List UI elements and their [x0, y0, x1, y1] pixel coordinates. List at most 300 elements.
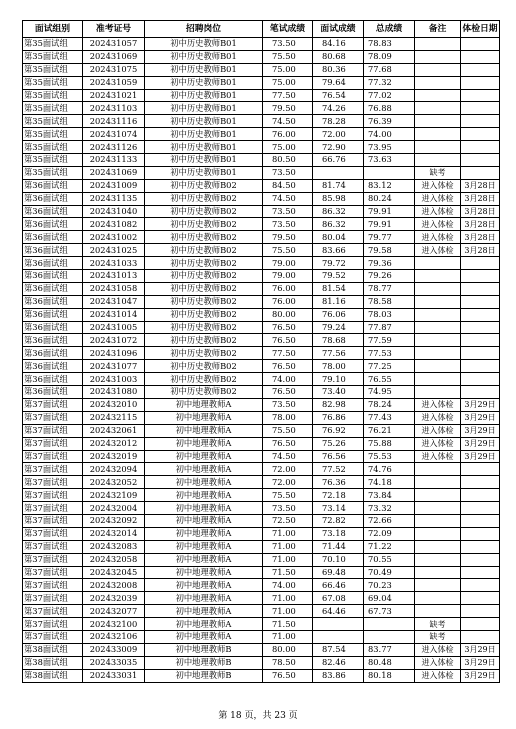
- exam-date-cell: [461, 102, 500, 115]
- written-score-cell: 76.50: [263, 669, 313, 682]
- position-cell: 初中历史教师B02: [145, 270, 263, 283]
- written-score-cell: 84.50: [263, 179, 313, 192]
- table-row: [23, 89, 500, 102]
- interview-score-cell: 72.18: [313, 489, 364, 502]
- total-score-cell: 77.02: [364, 89, 415, 102]
- group-cell: 第35面试组: [23, 76, 83, 89]
- table-row: [23, 411, 500, 424]
- written-score-cell: 76.00: [263, 128, 313, 141]
- exam-date-cell: [461, 76, 500, 89]
- remark-cell: 缺考: [415, 166, 461, 179]
- interview-score-cell: 77.56: [313, 347, 364, 360]
- ticket-no-cell: 202433009: [83, 643, 145, 656]
- interview-score-cell: 79.10: [313, 373, 364, 386]
- position-cell: 初中地理教师A: [145, 592, 263, 605]
- total-score-cell: 74.95: [364, 386, 415, 399]
- group-cell: 第38面试组: [23, 643, 83, 656]
- ticket-no-cell: 202431082: [83, 218, 145, 231]
- written-score-cell: 71.00: [263, 605, 313, 618]
- ticket-no-cell: 202432083: [83, 540, 145, 553]
- ticket-no-cell: 202432109: [83, 489, 145, 502]
- table-row: [23, 334, 500, 347]
- exam-date-cell: [461, 553, 500, 566]
- remark-cell: 进入体检: [415, 437, 461, 450]
- total-score-cell: 69.04: [364, 592, 415, 605]
- interview-score-cell: 77.52: [313, 463, 364, 476]
- position-cell: 初中地理教师A: [145, 630, 263, 643]
- exam-date-cell: [461, 502, 500, 515]
- interview-score-cell: 87.54: [313, 643, 364, 656]
- ticket-no-cell: 202431047: [83, 295, 145, 308]
- table-row: [23, 476, 500, 489]
- group-cell: 第36面试组: [23, 179, 83, 192]
- remark-cell: [415, 321, 461, 334]
- total-score-cell: 77.25: [364, 360, 415, 373]
- group-cell: 第36面试组: [23, 373, 83, 386]
- position-cell: 初中历史教师B02: [145, 295, 263, 308]
- remark-cell: 进入体检: [415, 424, 461, 437]
- interview-score-cell: 83.86: [313, 669, 364, 682]
- ticket-no-cell: 202431058: [83, 282, 145, 295]
- interview-score-cell: 76.06: [313, 308, 364, 321]
- total-score-cell: 77.68: [364, 63, 415, 76]
- table-row: [23, 373, 500, 386]
- written-score-cell: 80.00: [263, 308, 313, 321]
- exam-date-cell: [461, 360, 500, 373]
- interview-score-cell: 72.00: [313, 128, 364, 141]
- remark-cell: [415, 463, 461, 476]
- remark-cell: [415, 527, 461, 540]
- position-cell: 初中地理教师A: [145, 463, 263, 476]
- table-row: [23, 489, 500, 502]
- remark-cell: [415, 605, 461, 618]
- written-score-cell: 75.00: [263, 63, 313, 76]
- total-score-cell: 80.18: [364, 669, 415, 682]
- written-score-cell: 76.50: [263, 334, 313, 347]
- table-row: [23, 424, 500, 437]
- position-cell: 初中历史教师B02: [145, 179, 263, 192]
- written-score-cell: 76.00: [263, 282, 313, 295]
- remark-cell: [415, 282, 461, 295]
- written-score-cell: 73.50: [263, 218, 313, 231]
- written-score-cell: 72.50: [263, 514, 313, 527]
- group-cell: 第37面试组: [23, 605, 83, 618]
- table-row: [23, 115, 500, 128]
- position-cell: 初中地理教师A: [145, 489, 263, 502]
- written-score-cell: 74.00: [263, 579, 313, 592]
- group-cell: 第38面试组: [23, 669, 83, 682]
- results-table: [22, 20, 500, 683]
- table-row: [23, 463, 500, 476]
- table-row: [23, 643, 500, 656]
- total-score-cell: 75.88: [364, 437, 415, 450]
- remark-cell: [415, 514, 461, 527]
- interview-score-cell: [313, 166, 364, 179]
- table-row: [23, 38, 500, 51]
- group-cell: 第35面试组: [23, 115, 83, 128]
- written-score-cell: 73.50: [263, 38, 313, 51]
- position-cell: 初中历史教师B01: [145, 154, 263, 167]
- header-total-score: 总成绩: [364, 21, 415, 38]
- exam-date-cell: 3月29日: [461, 398, 500, 411]
- ticket-no-cell: 202432012: [83, 437, 145, 450]
- written-score-cell: 73.50: [263, 398, 313, 411]
- header-remark: 备注: [415, 21, 461, 38]
- position-cell: 初中地理教师A: [145, 527, 263, 540]
- remark-cell: [415, 115, 461, 128]
- written-score-cell: 79.00: [263, 257, 313, 270]
- position-cell: 初中地理教师A: [145, 605, 263, 618]
- ticket-no-cell: 202431096: [83, 347, 145, 360]
- total-score-cell: 77.32: [364, 76, 415, 89]
- remark-cell: 进入体检: [415, 244, 461, 257]
- position-cell: 初中地理教师B: [145, 669, 263, 682]
- table-row: [23, 347, 500, 360]
- ticket-no-cell: 202432019: [83, 450, 145, 463]
- interview-score-cell: 79.52: [313, 270, 364, 283]
- ticket-no-cell: 202432014: [83, 527, 145, 540]
- position-cell: 初中地理教师A: [145, 398, 263, 411]
- group-cell: 第36面试组: [23, 295, 83, 308]
- remark-cell: [415, 295, 461, 308]
- total-score-cell: 77.87: [364, 321, 415, 334]
- position-cell: 初中地理教师A: [145, 553, 263, 566]
- exam-date-cell: [461, 334, 500, 347]
- total-score-cell: 79.26: [364, 270, 415, 283]
- position-cell: 初中地理教师A: [145, 437, 263, 450]
- total-score-cell: 70.55: [364, 553, 415, 566]
- remark-cell: 进入体检: [415, 205, 461, 218]
- interview-score-cell: 76.92: [313, 424, 364, 437]
- table-header: [23, 21, 500, 38]
- exam-date-cell: 3月28日: [461, 244, 500, 257]
- group-cell: 第37面试组: [23, 463, 83, 476]
- ticket-no-cell: 202431133: [83, 154, 145, 167]
- exam-date-cell: [461, 514, 500, 527]
- ticket-no-cell: 202431072: [83, 334, 145, 347]
- total-score-cell: 80.48: [364, 656, 415, 669]
- total-score-cell: [364, 166, 415, 179]
- group-cell: 第36面试组: [23, 386, 83, 399]
- group-cell: 第36面试组: [23, 282, 83, 295]
- ticket-no-cell: 202432094: [83, 463, 145, 476]
- total-score-cell: 79.77: [364, 231, 415, 244]
- group-cell: 第36面试组: [23, 334, 83, 347]
- position-cell: 初中地理教师A: [145, 424, 263, 437]
- written-score-cell: 78.50: [263, 656, 313, 669]
- remark-cell: [415, 128, 461, 141]
- remark-cell: 进入体检: [415, 643, 461, 656]
- total-score-cell: 74.00: [364, 128, 415, 141]
- exam-date-cell: 3月29日: [461, 643, 500, 656]
- interview-score-cell: 73.40: [313, 386, 364, 399]
- ticket-no-cell: 202432008: [83, 579, 145, 592]
- remark-cell: [415, 38, 461, 51]
- group-cell: 第35面试组: [23, 141, 83, 154]
- total-score-cell: 77.43: [364, 411, 415, 424]
- total-score-cell: 80.24: [364, 192, 415, 205]
- ticket-no-cell: 202431069: [83, 50, 145, 63]
- remark-cell: 缺考: [415, 618, 461, 631]
- remark-cell: [415, 553, 461, 566]
- remark-cell: 进入体检: [415, 450, 461, 463]
- group-cell: 第37面试组: [23, 527, 83, 540]
- table-row: [23, 579, 500, 592]
- written-score-cell: 75.00: [263, 141, 313, 154]
- ticket-no-cell: 202431002: [83, 231, 145, 244]
- position-cell: 初中地理教师A: [145, 514, 263, 527]
- ticket-no-cell: 202431077: [83, 360, 145, 373]
- interview-score-cell: 76.56: [313, 450, 364, 463]
- table-row: [23, 566, 500, 579]
- header-interview-score: 面试成绩: [313, 21, 364, 38]
- interview-score-cell: 79.64: [313, 76, 364, 89]
- position-cell: 初中历史教师B02: [145, 334, 263, 347]
- written-score-cell: 75.50: [263, 489, 313, 502]
- ticket-no-cell: 202433031: [83, 669, 145, 682]
- exam-date-cell: 3月29日: [461, 669, 500, 682]
- interview-score-cell: 79.72: [313, 257, 364, 270]
- group-cell: 第38面试组: [23, 656, 83, 669]
- group-cell: 第37面试组: [23, 540, 83, 553]
- ticket-no-cell: 202431103: [83, 102, 145, 115]
- position-cell: 初中历史教师B01: [145, 50, 263, 63]
- written-score-cell: 76.50: [263, 386, 313, 399]
- total-score-cell: 72.66: [364, 514, 415, 527]
- group-cell: 第36面试组: [23, 347, 83, 360]
- position-cell: 初中地理教师A: [145, 566, 263, 579]
- ticket-no-cell: 202431126: [83, 141, 145, 154]
- total-score-cell: 73.32: [364, 502, 415, 515]
- ticket-no-cell: 202431009: [83, 179, 145, 192]
- group-cell: 第37面试组: [23, 553, 83, 566]
- table-row: [23, 282, 500, 295]
- table-row: [23, 540, 500, 553]
- total-score-cell: 76.88: [364, 102, 415, 115]
- exam-date-cell: [461, 128, 500, 141]
- exam-date-cell: [461, 308, 500, 321]
- table-row: [23, 398, 500, 411]
- interview-score-cell: 78.68: [313, 334, 364, 347]
- remark-cell: [415, 476, 461, 489]
- interview-score-cell: 84.16: [313, 38, 364, 51]
- interview-score-cell: 80.36: [313, 63, 364, 76]
- group-cell: 第37面试组: [23, 424, 83, 437]
- ticket-no-cell: 202432077: [83, 605, 145, 618]
- written-score-cell: 73.50: [263, 502, 313, 515]
- interview-score-cell: 75.26: [313, 437, 364, 450]
- total-score-cell: 77.53: [364, 347, 415, 360]
- exam-date-cell: [461, 618, 500, 631]
- written-score-cell: 71.00: [263, 553, 313, 566]
- position-cell: 初中历史教师B01: [145, 166, 263, 179]
- written-score-cell: 76.50: [263, 437, 313, 450]
- remark-cell: 缺考: [415, 630, 461, 643]
- position-cell: 初中历史教师B02: [145, 386, 263, 399]
- total-score-cell: 78.83: [364, 38, 415, 51]
- written-score-cell: 77.50: [263, 347, 313, 360]
- exam-date-cell: 3月29日: [461, 424, 500, 437]
- exam-date-cell: 3月28日: [461, 231, 500, 244]
- interview-score-cell: 76.54: [313, 89, 364, 102]
- remark-cell: [415, 489, 461, 502]
- total-score-cell: [364, 630, 415, 643]
- table-row: [23, 630, 500, 643]
- ticket-no-cell: 202431116: [83, 115, 145, 128]
- ticket-no-cell: 202431003: [83, 373, 145, 386]
- ticket-no-cell: 202431021: [83, 89, 145, 102]
- table-row: [23, 618, 500, 631]
- group-cell: 第37面试组: [23, 566, 83, 579]
- exam-date-cell: [461, 257, 500, 270]
- ticket-no-cell: 202432058: [83, 553, 145, 566]
- position-cell: 初中历史教师B02: [145, 360, 263, 373]
- total-score-cell: 76.55: [364, 373, 415, 386]
- remark-cell: [415, 308, 461, 321]
- group-cell: 第36面试组: [23, 244, 83, 257]
- group-cell: 第35面试组: [23, 50, 83, 63]
- ticket-no-cell: 202432052: [83, 476, 145, 489]
- position-cell: 初中地理教师A: [145, 476, 263, 489]
- table-row: [23, 553, 500, 566]
- total-score-cell: 78.03: [364, 308, 415, 321]
- exam-date-cell: [461, 270, 500, 283]
- total-score-cell: 78.77: [364, 282, 415, 295]
- interview-score-cell: 72.82: [313, 514, 364, 527]
- exam-date-cell: [461, 489, 500, 502]
- header-row: [23, 21, 500, 38]
- table-row: [23, 270, 500, 283]
- remark-cell: [415, 386, 461, 399]
- total-score-cell: 67.73: [364, 605, 415, 618]
- remark-cell: [415, 360, 461, 373]
- interview-score-cell: 81.16: [313, 295, 364, 308]
- position-cell: 初中历史教师B02: [145, 347, 263, 360]
- table-row: [23, 527, 500, 540]
- written-score-cell: 76.50: [263, 321, 313, 334]
- exam-date-cell: 3月29日: [461, 656, 500, 669]
- exam-date-cell: [461, 630, 500, 643]
- exam-date-cell: 3月29日: [461, 450, 500, 463]
- written-score-cell: 74.00: [263, 373, 313, 386]
- remark-cell: [415, 347, 461, 360]
- ticket-no-cell: 202432115: [83, 411, 145, 424]
- exam-date-cell: 3月28日: [461, 192, 500, 205]
- remark-cell: [415, 63, 461, 76]
- remark-cell: 进入体检: [415, 218, 461, 231]
- table-row: [23, 321, 500, 334]
- interview-score-cell: 82.98: [313, 398, 364, 411]
- ticket-no-cell: 202432092: [83, 514, 145, 527]
- position-cell: 初中地理教师A: [145, 411, 263, 424]
- table-row: [23, 605, 500, 618]
- total-score-cell: 76.21: [364, 424, 415, 437]
- position-cell: 初中历史教师B01: [145, 141, 263, 154]
- ticket-no-cell: 202431040: [83, 205, 145, 218]
- table-row: [23, 179, 500, 192]
- table-row: [23, 450, 500, 463]
- exam-date-cell: [461, 373, 500, 386]
- exam-date-cell: [461, 463, 500, 476]
- written-score-cell: 72.00: [263, 463, 313, 476]
- table-row: [23, 656, 500, 669]
- exam-date-cell: [461, 579, 500, 592]
- remark-cell: [415, 102, 461, 115]
- total-score-cell: 79.36: [364, 257, 415, 270]
- ticket-no-cell: 202431069: [83, 166, 145, 179]
- total-score-cell: 71.22: [364, 540, 415, 553]
- written-score-cell: 73.50: [263, 166, 313, 179]
- remark-cell: [415, 566, 461, 579]
- exam-date-cell: 3月28日: [461, 218, 500, 231]
- exam-date-cell: [461, 115, 500, 128]
- group-cell: 第36面试组: [23, 205, 83, 218]
- interview-score-cell: 81.74: [313, 179, 364, 192]
- group-cell: 第37面试组: [23, 411, 83, 424]
- group-cell: 第37面试组: [23, 514, 83, 527]
- exam-date-cell: [461, 540, 500, 553]
- interview-score-cell: [313, 618, 364, 631]
- table-row: [23, 502, 500, 515]
- group-cell: 第35面试组: [23, 166, 83, 179]
- group-cell: 第37面试组: [23, 502, 83, 515]
- position-cell: 初中历史教师B01: [145, 128, 263, 141]
- ticket-no-cell: 202431080: [83, 386, 145, 399]
- position-cell: 初中历史教师B02: [145, 192, 263, 205]
- interview-score-cell: 80.04: [313, 231, 364, 244]
- interview-score-cell: 85.98: [313, 192, 364, 205]
- written-score-cell: 71.00: [263, 540, 313, 553]
- ticket-no-cell: 202431057: [83, 38, 145, 51]
- exam-date-cell: [461, 166, 500, 179]
- exam-date-cell: [461, 566, 500, 579]
- ticket-no-cell: 202432039: [83, 592, 145, 605]
- group-cell: 第36面试组: [23, 218, 83, 231]
- table-body: [23, 38, 500, 683]
- written-score-cell: 71.00: [263, 592, 313, 605]
- remark-cell: 进入体检: [415, 656, 461, 669]
- written-score-cell: 74.50: [263, 115, 313, 128]
- position-cell: 初中历史教师B02: [145, 218, 263, 231]
- position-cell: 初中地理教师A: [145, 618, 263, 631]
- position-cell: 初中历史教师B02: [145, 373, 263, 386]
- interview-score-cell: 78.28: [313, 115, 364, 128]
- remark-cell: [415, 540, 461, 553]
- position-cell: 初中地理教师B: [145, 656, 263, 669]
- page-footer: 第 18 页，共 23 页: [218, 711, 298, 721]
- exam-date-cell: 3月28日: [461, 205, 500, 218]
- interview-score-cell: 66.46: [313, 579, 364, 592]
- interview-score-cell: 71.44: [313, 540, 364, 553]
- interview-score-cell: [313, 630, 364, 643]
- position-cell: 初中地理教师A: [145, 579, 263, 592]
- table-row: [23, 205, 500, 218]
- remark-cell: [415, 141, 461, 154]
- group-cell: 第37面试组: [23, 579, 83, 592]
- written-score-cell: 80.00: [263, 643, 313, 656]
- table-row: [23, 192, 500, 205]
- written-score-cell: 71.50: [263, 566, 313, 579]
- remark-cell: [415, 76, 461, 89]
- position-cell: 初中历史教师B01: [145, 115, 263, 128]
- position-cell: 初中地理教师A: [145, 450, 263, 463]
- exam-date-cell: [461, 154, 500, 167]
- total-score-cell: [364, 618, 415, 631]
- header-group: 面试组别: [23, 21, 83, 38]
- exam-date-cell: 3月29日: [461, 437, 500, 450]
- remark-cell: [415, 154, 461, 167]
- table-row: [23, 360, 500, 373]
